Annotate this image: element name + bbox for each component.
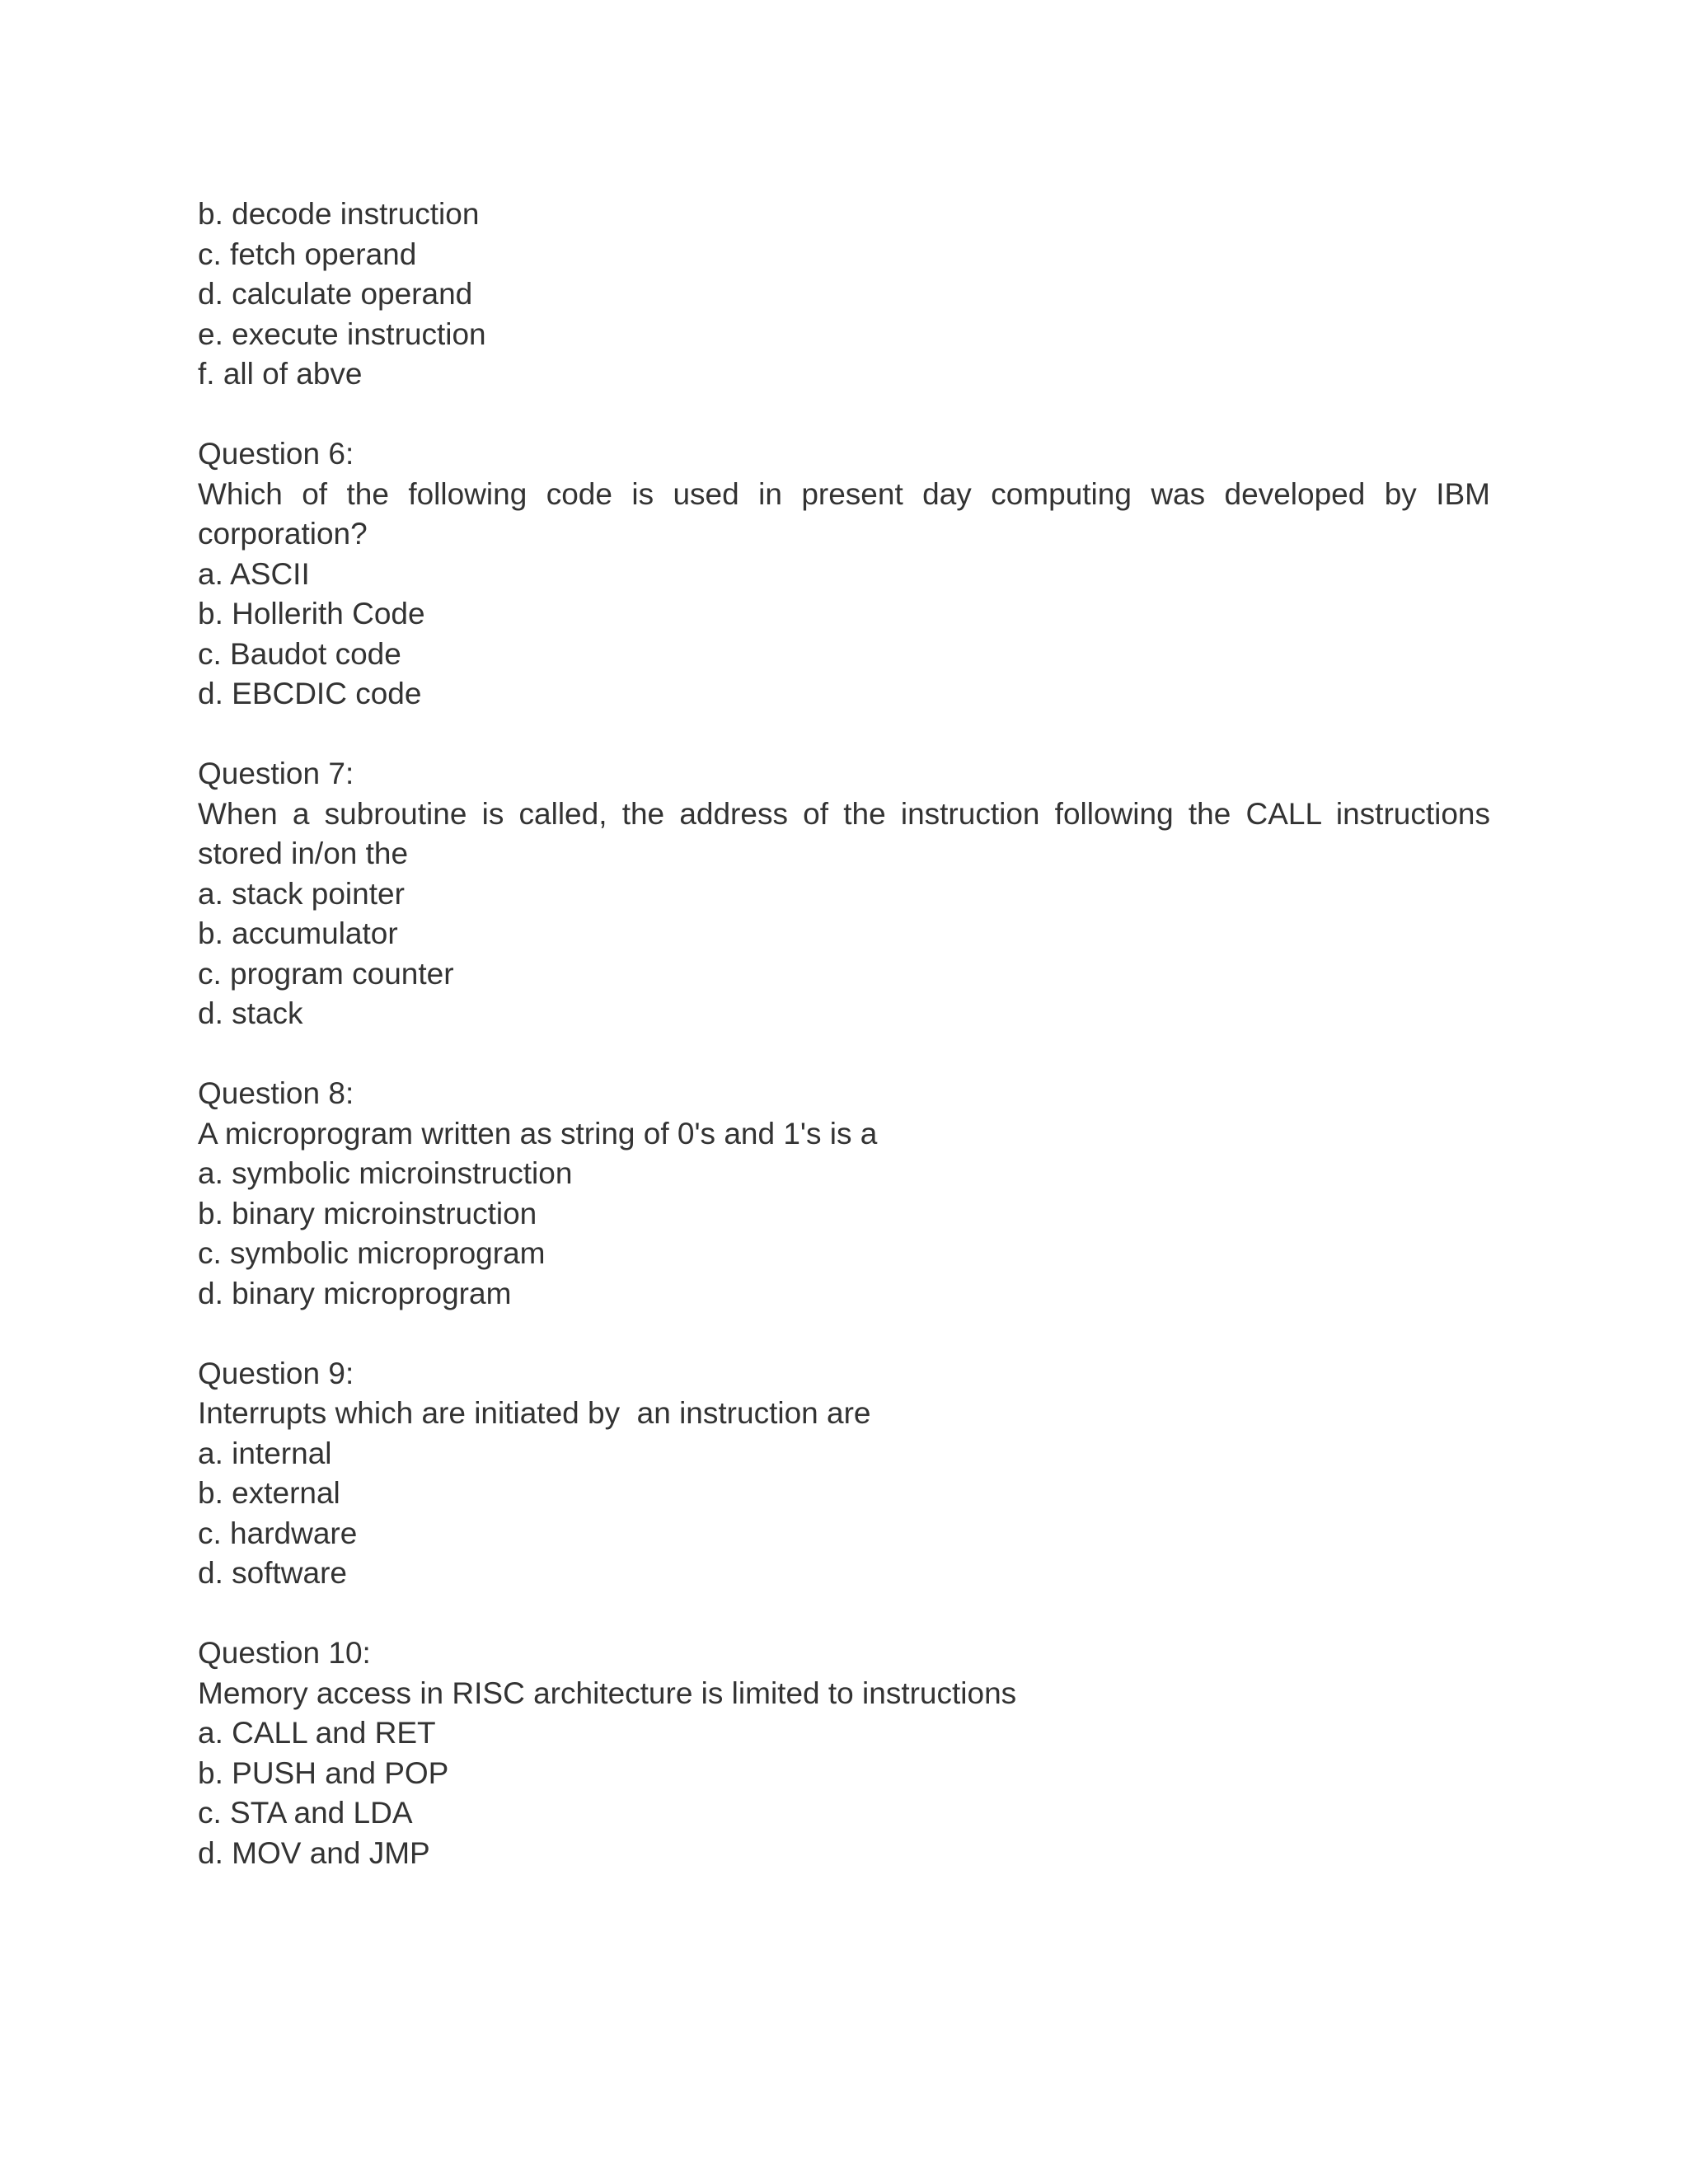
option: a. internal [198, 1436, 332, 1470]
option: d. EBCDIC code [198, 677, 422, 710]
spacer [198, 715, 1490, 755]
question-text: A microprogram written as string of 0's and 1's is a [198, 1116, 878, 1151]
option: a. symbolic microinstruction [198, 1156, 573, 1190]
question-label: Question 7: [198, 757, 354, 790]
spacer [198, 1034, 1490, 1075]
document-page [198, 194, 1490, 1873]
question-8 [198, 1074, 1490, 1314]
option: a. ASCII [198, 556, 310, 591]
option: c. program counter [198, 956, 454, 991]
option: e. execute instruction [198, 316, 486, 351]
option: d. software [198, 1556, 347, 1590]
option: d. calculate operand [198, 277, 473, 311]
question-6 [198, 434, 1490, 715]
question-7 [198, 754, 1490, 1034]
question-label: Question 6: [198, 437, 354, 471]
question-10 [198, 1633, 1490, 1873]
option: b. binary microinstruction [198, 1196, 537, 1230]
option: c. symbolic microprogram [198, 1236, 546, 1270]
option: a. stack pointer [198, 876, 405, 911]
option: c. hardware [198, 1516, 358, 1550]
option: b. decode instruction [198, 197, 480, 231]
spacer [198, 395, 1490, 435]
question-text: When a subroutine is called, the address of the instruction following the CALL instructions stored in/on the [198, 796, 1490, 870]
option: d. binary microprogram [198, 1276, 512, 1310]
option: c. STA and LDA [198, 1796, 413, 1830]
option: c. fetch operand [198, 237, 417, 271]
option: b. Hollerith Code [198, 597, 425, 630]
option: b. external [198, 1476, 340, 1510]
option: d. MOV and JMP [198, 1835, 430, 1870]
spacer [198, 1594, 1490, 1634]
question-text: Interrupts which are initiated by an instruction are [198, 1396, 871, 1430]
continuation-options [198, 194, 1490, 395]
question-text: Which of the following code is used in present day computing was developed by IBM corporation? [198, 476, 1490, 551]
option: d. stack [198, 996, 303, 1030]
option: c. Baudot code [198, 636, 401, 671]
spacer [198, 1314, 1490, 1354]
question-label: Question 9: [198, 1356, 354, 1390]
question-text: Memory access in RISC architecture is limited to instructions [198, 1675, 1017, 1710]
option: b. PUSH and POP [198, 1755, 449, 1790]
option: a. CALL and RET [198, 1716, 436, 1750]
question-9 [198, 1354, 1490, 1594]
question-label: Question 8: [198, 1076, 354, 1110]
question-label: Question 10: [198, 1636, 371, 1670]
option: f. all of abve [198, 357, 363, 391]
option: b. accumulator [198, 916, 398, 950]
